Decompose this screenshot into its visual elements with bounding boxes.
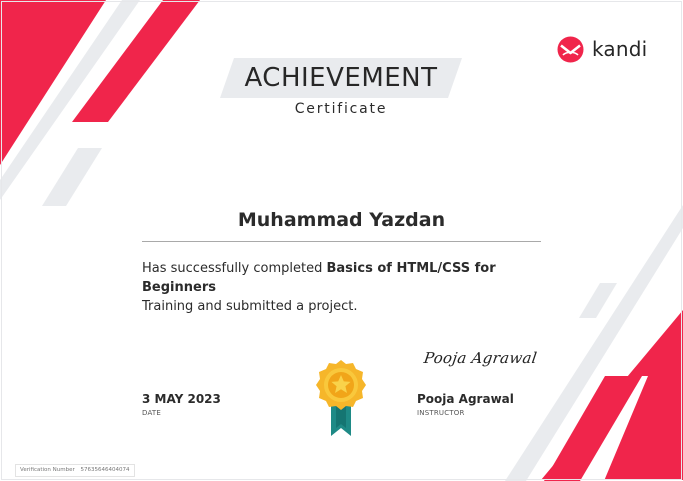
recipient-name: Muhammad Yazdan <box>237 209 446 231</box>
kandi-logo <box>557 34 647 64</box>
certificate-subtitle: Certificate <box>294 101 388 117</box>
logo-text: kandi <box>592 37 648 61</box>
kandi-logo-icon <box>557 36 584 63</box>
verification-box <box>15 464 135 477</box>
name-underline <box>142 241 541 242</box>
completion-suffix: Training and submitted a project. <box>142 299 358 314</box>
top-left-red-shape <box>0 0 106 165</box>
certificate-title: ACHIEVEMENT <box>244 63 438 93</box>
date-label: DATE <box>142 409 162 417</box>
completion-text <box>142 259 552 316</box>
instructor-name: Pooja Agrawal <box>417 392 514 406</box>
bottom-right-gray-stripe <box>579 283 617 318</box>
completion-prefix: Has successfully completed <box>142 261 327 276</box>
verification-label: Verification Number <box>20 467 75 473</box>
instructor-signature: Pooja Agrawal <box>422 349 539 367</box>
instructor-label: INSTRUCTOR <box>417 409 465 417</box>
date-value: 3 MAY 2023 <box>142 392 221 406</box>
top-left-gray-stripe <box>42 148 102 206</box>
award-medal-icon <box>313 358 369 438</box>
course-name: Basics of HTML/CSS for Beginners <box>142 261 496 295</box>
verification-number: 57635646404074 <box>80 467 130 473</box>
